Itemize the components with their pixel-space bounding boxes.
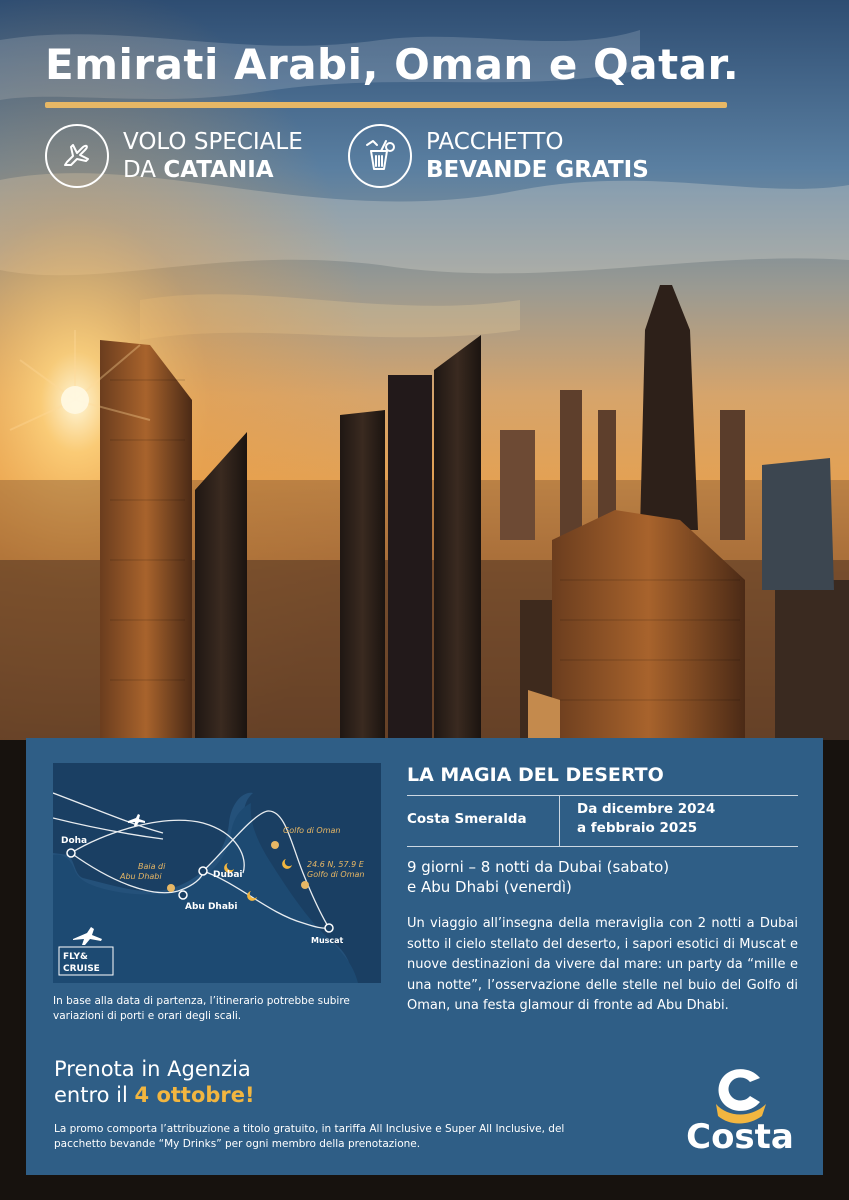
page-title: Emirati Arabi, Oman e Qatar.	[45, 40, 740, 89]
drink-icon	[348, 124, 412, 188]
divider-bottom	[407, 846, 798, 847]
period-line2: a febbraio 2025	[577, 820, 698, 836]
map-label-doha: Doha	[61, 836, 88, 846]
cruise-headline: LA MAGIA DEL DESERTO	[407, 764, 664, 786]
costa-logo	[676, 1064, 804, 1156]
airplane-icon	[45, 124, 109, 188]
feature-drinks-text	[426, 128, 649, 184]
feature-flight-text	[123, 128, 303, 184]
fly-cruise-line1: FLY&	[63, 952, 88, 962]
feature-flight-line2	[123, 156, 303, 184]
divider-top	[407, 795, 798, 796]
map-label-coords-2: Golfo di Oman	[307, 870, 365, 879]
feature-flight-line1: VOLO SPECIALE	[123, 129, 303, 155]
fly-cruise-line2: CRUISE	[63, 964, 100, 974]
booking-prefix: entro il	[54, 1083, 135, 1107]
map-note: In base alla data di partenza, l’itinerario potrebbe subire variazioni di porti e orari degli scali.	[53, 995, 350, 1022]
map-label-dubai: Dubai	[213, 870, 243, 880]
booking-callout	[54, 1056, 255, 1108]
feature-drinks	[348, 120, 649, 192]
map-label-baia-1: Baia di	[138, 862, 166, 871]
duration-line1: 9 giorni – 8 notti da Dubai (sabato)	[407, 858, 670, 876]
divider-vertical	[559, 795, 560, 847]
period-line1: Da dicembre 2024	[577, 801, 716, 817]
feature-drinks-line2	[426, 156, 649, 184]
feature-flight-city: CATANIA	[163, 157, 274, 183]
feature-drinks-line1: PACCHETTO	[426, 129, 564, 155]
cruise-period	[577, 800, 715, 838]
feature-flight	[45, 120, 303, 192]
booking-line2	[54, 1082, 255, 1108]
map-label-muscat: Muscat	[311, 936, 344, 945]
booking-line1: Prenota in Agenzia	[54, 1057, 251, 1081]
map-label-coords-1: 24.6 N, 57.9 E	[307, 860, 364, 869]
costa-wordmark: Costa	[686, 1117, 794, 1156]
cruise-description: Un viaggio all’insegna della meraviglia con 2 notti a Dubai sotto il cielo stellato del deserto, i sapori esotici di Muscat e nuove destinazioni da vivere dal mare: un party da “mille e una notte”, l’osservazione delle stelle nel buio del Golfo di Oman, una festa glamour di fronte ad Abu Dhabi.	[407, 916, 798, 1013]
duration-line2: e Abu Dhabi (venerdì)	[407, 878, 572, 896]
info-panel	[26, 738, 823, 1175]
feature-drinks-bold: BEVANDE GRATIS	[426, 157, 649, 183]
legal-text: La promo comporta l’attribuzione a titolo gratuito, in tariffa All Inclusive e Super All Inclusive, del pacchetto bevande “My Drinks” per ogni membro della prenotazione.	[54, 1123, 565, 1150]
map-label-golfo: Golfo di Oman	[283, 826, 341, 835]
ship-name: Costa Smeralda	[407, 811, 527, 827]
booking-deadline: 4 ottobre!	[134, 1083, 255, 1107]
map-label-baia-2: Abu Dhabi	[120, 872, 162, 881]
map-label-abu-dhabi: Abu Dhabi	[185, 902, 238, 912]
cruise-duration	[407, 857, 669, 897]
title-underline	[45, 102, 727, 108]
feature-flight-prefix: DA	[123, 157, 164, 183]
itinerary-map	[53, 763, 381, 983]
